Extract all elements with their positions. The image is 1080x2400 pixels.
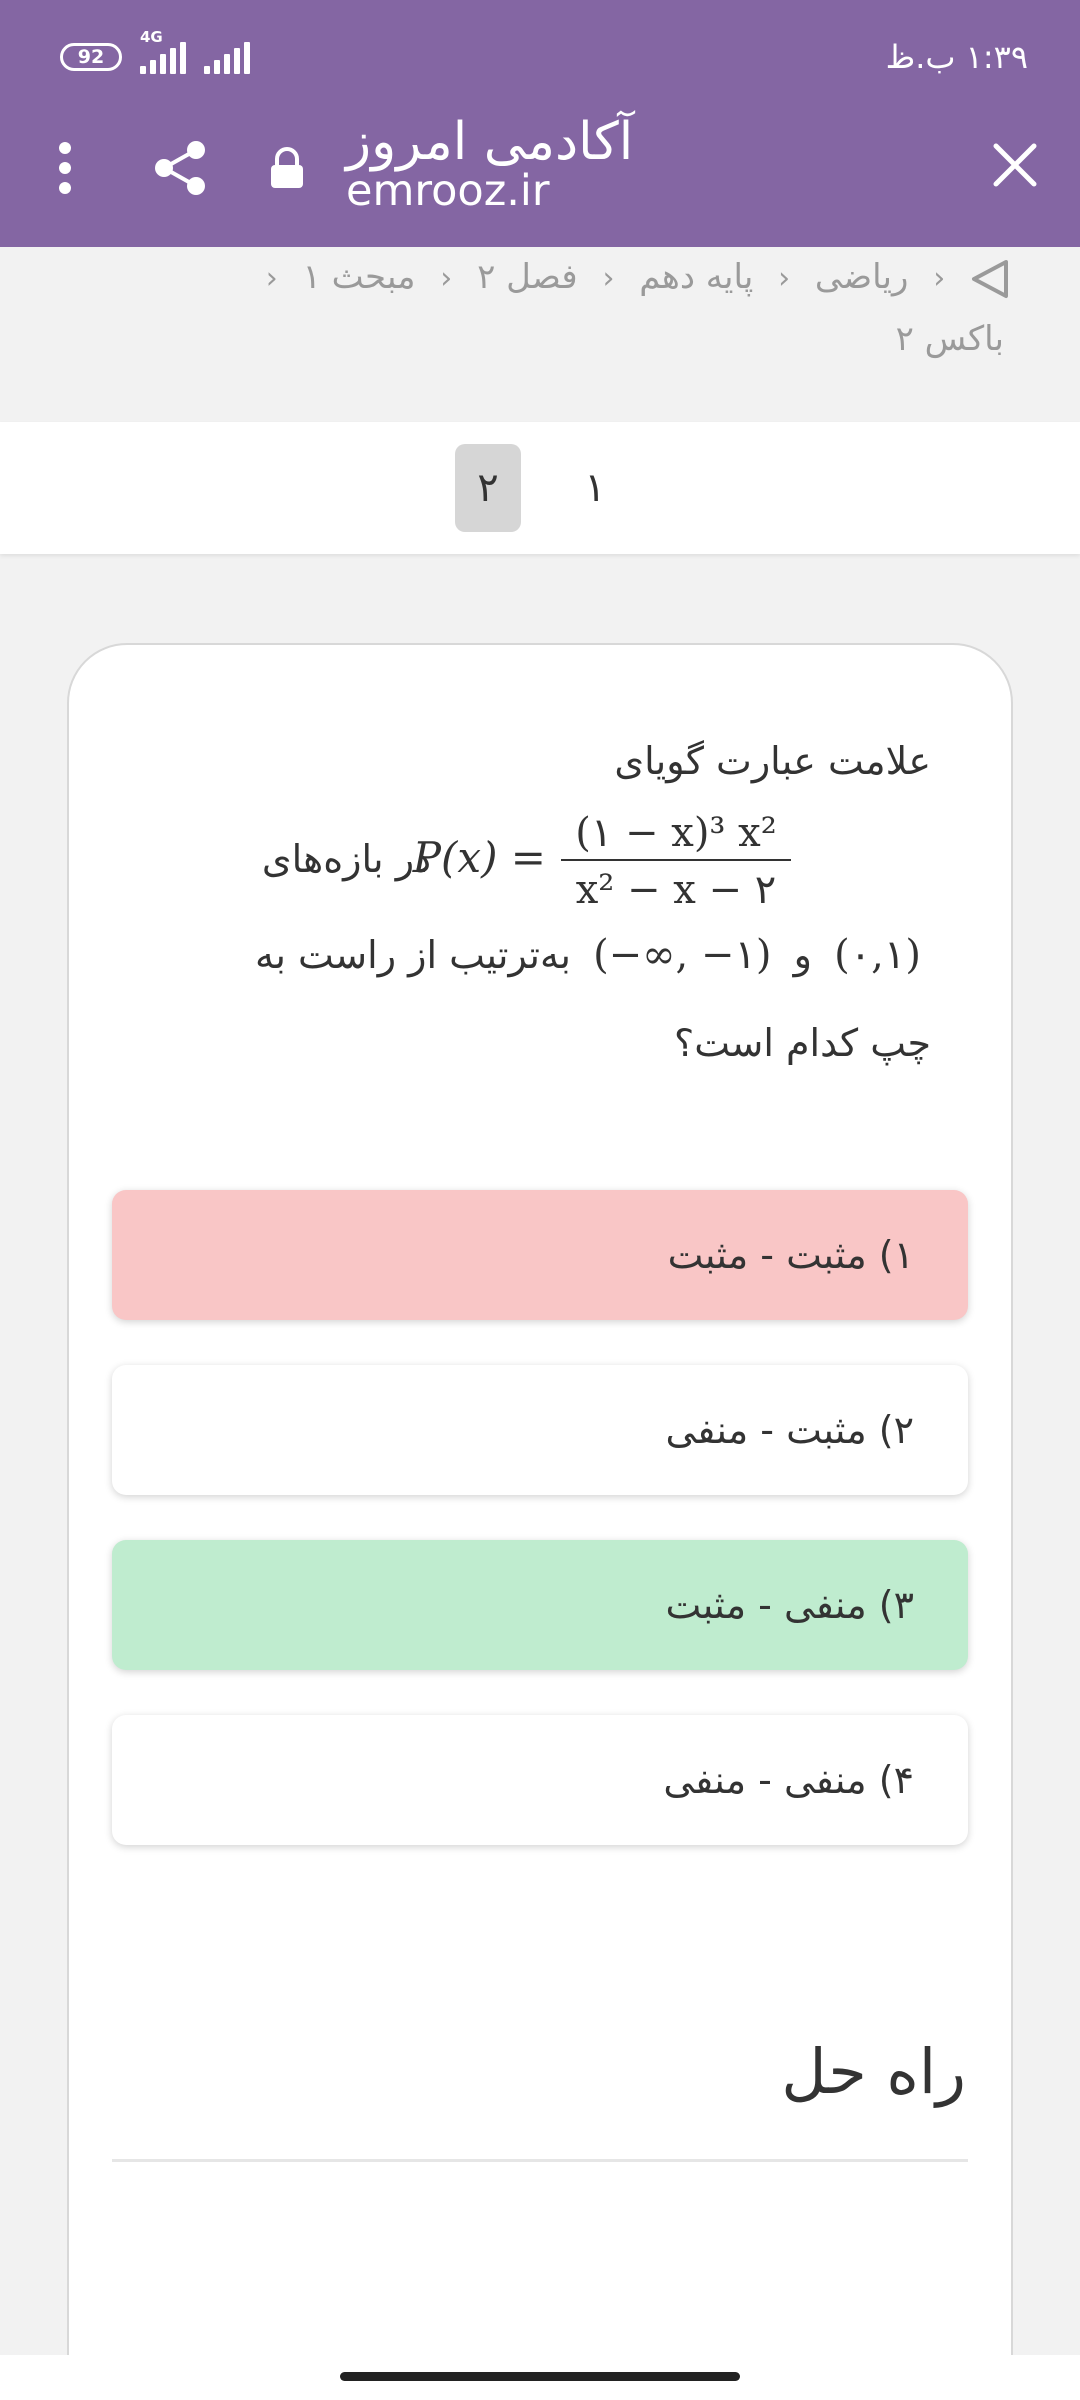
close-icon[interactable]: [988, 138, 1042, 192]
share-icon[interactable]: [150, 138, 210, 198]
play-icon: [970, 258, 1010, 300]
order-text: به‌ترتیب از راست به: [254, 933, 571, 977]
breadcrumb-area: [0, 247, 1080, 422]
interval-2: (−∞, −۱): [593, 932, 772, 978]
option-4[interactable]: ۴) منفی - منفی: [112, 1715, 968, 1845]
breadcrumb: [60, 247, 1010, 369]
signal-icon: [204, 40, 250, 74]
signal-4g-icon: [140, 28, 186, 74]
battery-icon: 92: [60, 43, 122, 71]
breadcrumb-current: باکس ۲: [895, 319, 1004, 359]
breadcrumb-item[interactable]: مبحث ۱: [302, 257, 416, 297]
page-button-1[interactable]: ۱: [584, 465, 606, 511]
fraction: [561, 805, 791, 917]
fraction-numerator: (۱ − x)³ x²: [561, 805, 791, 861]
chevron-icon: ‹: [265, 261, 278, 296]
option-1[interactable]: ۱) مثبت - مثبت: [112, 1190, 968, 1320]
function-name: P(x) =: [412, 833, 546, 882]
more-vertical-icon[interactable]: [50, 138, 80, 198]
page-selector: [0, 422, 1080, 554]
question-text-intervals: در بازه‌های: [261, 837, 431, 881]
page-button-2[interactable]: ۲: [455, 444, 521, 532]
breadcrumb-item[interactable]: فصل ۲: [477, 257, 578, 297]
question-card: [67, 643, 1013, 2400]
question-text-line3: [131, 927, 931, 983]
status-icons: [60, 28, 250, 74]
chevron-icon: ‹: [602, 261, 615, 296]
status-time: ۱:۳۹ ب.ظ: [885, 38, 1028, 76]
chevron-icon: ‹: [933, 261, 946, 296]
page-url: emrooz.ir: [346, 166, 550, 216]
fraction-denominator: x² − x − ۲: [575, 867, 777, 913]
chevron-icon: ‹: [440, 261, 453, 296]
divider: [112, 2159, 968, 2162]
chevron-icon: ‹: [778, 261, 791, 296]
option-2[interactable]: ۲) مثبت - منفی: [112, 1365, 968, 1495]
question-text-line1: علامت عبارت گویای: [614, 739, 931, 783]
and-word: و: [793, 933, 812, 977]
breadcrumb-item[interactable]: پایه دهم: [639, 257, 754, 297]
option-3[interactable]: ۳) منفی - مثبت: [112, 1540, 968, 1670]
title-block: [346, 112, 633, 216]
network-label: 4G: [140, 28, 163, 46]
question-formula-line: [131, 805, 931, 915]
app-toolbar: [0, 0, 1080, 247]
solution-heading: راه حل: [781, 2035, 966, 2108]
home-gesture-handle[interactable]: [340, 2372, 740, 2381]
breadcrumb-item[interactable]: ریاضی: [814, 257, 909, 297]
page-title: آکادمی امروز: [346, 112, 634, 172]
question-text-line4: چپ کدام است؟: [674, 1021, 931, 1065]
lock-icon: [268, 146, 306, 190]
interval-1: (۰,۱): [834, 932, 921, 978]
